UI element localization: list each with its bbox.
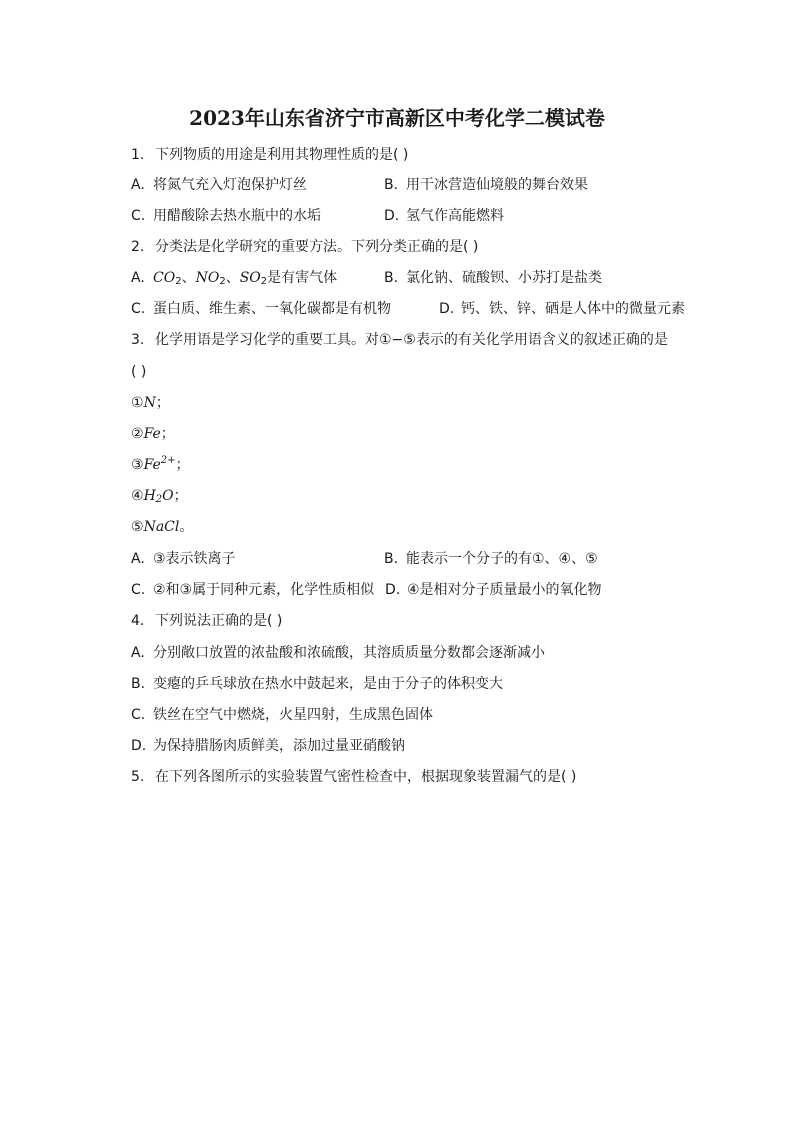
separator: 、 <box>181 270 196 286</box>
option-label: D. <box>385 582 401 598</box>
option-label: B. <box>384 551 399 567</box>
option-a <box>131 643 545 663</box>
option-text: 蛋白质、维生素、一氧化碳都是有机物 <box>153 301 391 317</box>
question-number: 1. <box>131 147 145 163</box>
item-end: ； <box>173 488 188 504</box>
formula: Fe <box>143 457 161 473</box>
symbol-item-3 <box>131 455 190 475</box>
option-c <box>131 206 321 226</box>
option-b <box>384 549 598 569</box>
item-marker: ⑤ <box>131 519 144 535</box>
formula: NaCl <box>143 519 180 535</box>
option-a <box>131 549 236 569</box>
question-number: 3. <box>131 332 145 348</box>
question-2 <box>131 237 478 257</box>
question-stem: 化学用语是学习化学的重要工具。对①−⑤表示的有关化学用语含义的叙述正确的是 <box>155 332 668 348</box>
symbol-item-5 <box>131 517 193 537</box>
option-label: D. <box>384 208 400 224</box>
symbol-item-4 <box>131 486 188 506</box>
option-text: 变瘪的乒乓球放在热水中鼓起来，是由于分子的体积变大 <box>153 676 503 692</box>
option-text: 为保持腊肠肉质鲜美，添加过量亚硝酸钠 <box>153 738 405 754</box>
option-label: B. <box>384 177 399 193</box>
subscript: 2 <box>219 276 226 287</box>
question-number: 4. <box>131 613 145 629</box>
question-5 <box>131 767 576 787</box>
option-label: D. <box>131 738 147 754</box>
exam-title: 2023年山东省济宁市高新区中考化学二模试卷 <box>189 106 605 130</box>
option-label: B. <box>384 270 399 286</box>
option-text: ④是相对分子质量最小的氧化物 <box>407 582 602 598</box>
item-end: 。 <box>179 519 194 535</box>
option-a <box>131 268 337 288</box>
subscript: 2 <box>260 276 268 287</box>
option-c <box>131 580 374 600</box>
option-text: 用醋酸除去热水瓶中的水垢 <box>153 208 321 224</box>
question-stem: 分类法是化学研究的重要方法。下列分类正确的是( ) <box>155 239 479 255</box>
subscript: 2 <box>175 276 182 287</box>
option-label: C. <box>131 301 146 317</box>
question-1 <box>131 145 408 165</box>
option-label: A. <box>131 177 145 193</box>
option-text: 氯化钠、硫酸钡、小苏打是盐类 <box>406 270 602 286</box>
question-number: 5. <box>131 769 145 785</box>
formula: O <box>162 488 174 504</box>
option-label: A. <box>131 645 145 661</box>
option-c <box>131 299 391 319</box>
option-b <box>384 268 602 288</box>
option-d <box>131 736 405 756</box>
item-marker: ① <box>131 395 144 411</box>
superscript: 2+ <box>160 455 176 466</box>
option-text: 铁丝在空气中燃烧，火星四射，生成黑色固体 <box>153 707 433 723</box>
option-b <box>384 175 588 195</box>
symbol-item-1 <box>131 393 170 413</box>
question-stem: 在下列各图所示的实验装置气密性检查中，根据现象装置漏气的是( ) <box>155 769 577 785</box>
option-label: A. <box>131 270 145 286</box>
option-d <box>385 580 602 600</box>
option-label: C. <box>131 707 146 723</box>
formula-co2: CO <box>153 270 176 286</box>
option-a <box>131 175 307 195</box>
option-text: 能表示一个分子的有①、④、⑤ <box>406 551 598 567</box>
option-label: A. <box>131 551 145 567</box>
option-label: B. <box>131 676 146 692</box>
option-text: 用干冰营造仙境般的舞台效果 <box>406 177 588 193</box>
separator: 、 <box>225 270 240 286</box>
option-d <box>384 206 504 226</box>
item-marker: ④ <box>131 488 144 504</box>
formula: N <box>143 395 156 411</box>
option-label: C. <box>131 582 146 598</box>
question-4 <box>131 611 282 631</box>
item-end: ； <box>175 457 190 473</box>
formula-no2: NO <box>195 270 220 286</box>
option-text: ③表示铁离子 <box>153 551 236 567</box>
question-3-stem-cont: ( ) <box>131 364 147 380</box>
option-text: 将氮气充入灯泡保护灯丝 <box>153 177 307 193</box>
question-number: 2. <box>131 239 145 255</box>
question-stem: 下列说法正确的是( ) <box>155 613 283 629</box>
option-text: 是有害气体 <box>267 270 338 286</box>
option-c <box>131 705 433 725</box>
option-d <box>439 299 685 319</box>
option-text: 氢气作高能燃料 <box>406 208 504 224</box>
item-end: ； <box>160 426 175 442</box>
item-marker: ② <box>131 426 144 442</box>
option-text: 分别敞口放置的浓盐酸和浓硫酸，其溶质质量分数都会逐渐减小 <box>153 645 545 661</box>
question-3 <box>131 330 668 350</box>
question-stem: 下列物质的用途是利用其物理性质的是( ) <box>155 147 409 163</box>
option-b <box>131 674 503 694</box>
item-end: ； <box>155 395 170 411</box>
item-marker: ③ <box>131 457 144 473</box>
option-text: ②和③属于同种元素，化学性质相似 <box>153 582 375 598</box>
option-label: D. <box>439 301 455 317</box>
subscript: 2 <box>155 494 163 505</box>
symbol-item-2 <box>131 424 175 444</box>
formula: H <box>143 488 156 504</box>
option-text: 钙、铁、锌、硒是人体中的微量元素 <box>461 301 685 317</box>
formula-so2: SO <box>239 270 261 286</box>
formula: Fe <box>143 426 161 442</box>
option-label: C. <box>131 208 146 224</box>
